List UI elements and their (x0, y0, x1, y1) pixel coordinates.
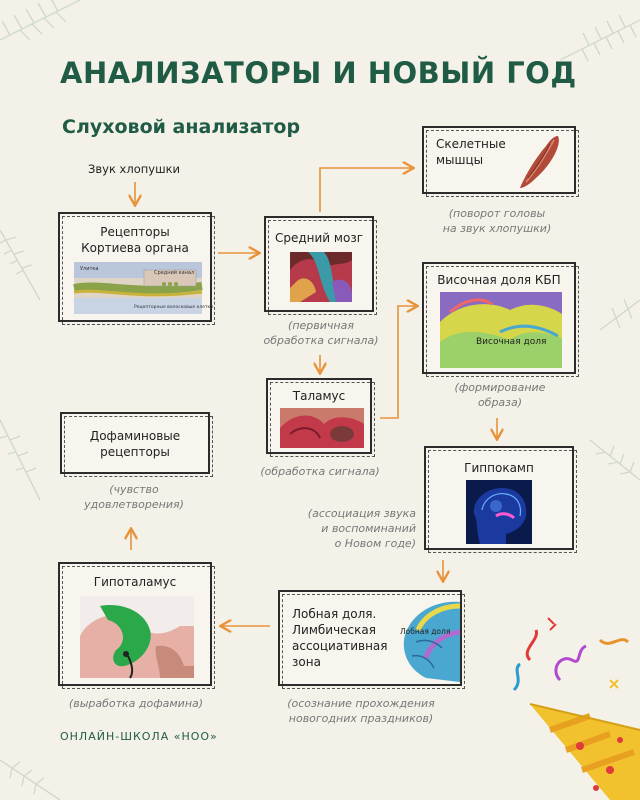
cochlea-image (74, 262, 214, 314)
node-hippocampus (424, 446, 574, 550)
node-dopamine-label: Дофаминовые рецепторы (89, 429, 181, 459)
node-frontal (278, 590, 462, 686)
temporal-lobe-image-label: Височная доля (476, 337, 547, 347)
node-thalamus-caption: (обработка сигнала) (260, 465, 380, 478)
node-receptors-label: Рецепторы Кортиева органа (81, 225, 189, 255)
node-dopamine-caption: (чувство удовлетворения) (84, 483, 184, 511)
frontal-lobe-image (396, 598, 460, 682)
node-thalamus-label: Таламус (292, 389, 346, 403)
node-receptors (58, 212, 212, 322)
hippocampus-image (466, 480, 532, 544)
party-popper-decoration (510, 620, 640, 800)
page-subtitle: Слуховой анализатор (62, 116, 301, 138)
node-temporal-label: Височная доля КБП (437, 273, 561, 287)
node-muscles-label: Скелетные мышцы (436, 137, 506, 167)
cochlea-image-label-3: Рецепторные волосковые клетки (134, 305, 214, 310)
node-temporal-caption: (формирование образа) (454, 381, 546, 409)
node-temporal (422, 262, 576, 374)
start-label: Звук хлопушки (88, 162, 181, 176)
node-midbrain-caption: (первичная обработка сигнала) (263, 319, 379, 347)
node-midbrain-label: Средний мозг (274, 231, 363, 245)
temporal-lobe-image (440, 292, 562, 368)
midbrain-image (290, 252, 352, 302)
node-frontal-caption: (осознание прохождения новогодних праздников) (287, 697, 435, 725)
thalamus-image (280, 408, 364, 448)
cochlea-image-label-2: Средний канал (154, 270, 195, 276)
node-hippocampus-label: Гиппокамп (464, 461, 534, 475)
page-title: АНАЛИЗАТОРЫ И НОВЫЙ ГОД (60, 56, 577, 90)
frontal-lobe-image-label: Лобная доля (400, 627, 451, 636)
node-thalamus (266, 378, 372, 454)
node-hypothalamus (58, 562, 212, 686)
footer-brand: ОНЛАЙН-ШКОЛА «НОО» (60, 730, 218, 743)
node-dopamine (60, 412, 210, 474)
node-hypothalamus-caption: (выработка дофамина) (68, 697, 204, 710)
node-muscles-caption: (поворот головы на звук хлопушки) (442, 207, 552, 235)
node-hypothalamus-label: Гипоталамус (93, 575, 177, 589)
hypothalamus-image (80, 596, 194, 678)
cochlea-image-label-1: Улитка (80, 266, 99, 272)
node-frontal-label: Лобная доля. Лимбическая ассоциативная зона (292, 607, 388, 669)
node-hippocampus-caption: (ассоциация звука и воспоминаний о Новом годе) (307, 507, 416, 550)
node-muscles (422, 126, 576, 194)
arrow-midbrain-to-muscles (320, 168, 412, 212)
node-midbrain (264, 216, 374, 312)
muscle-image (516, 134, 564, 190)
